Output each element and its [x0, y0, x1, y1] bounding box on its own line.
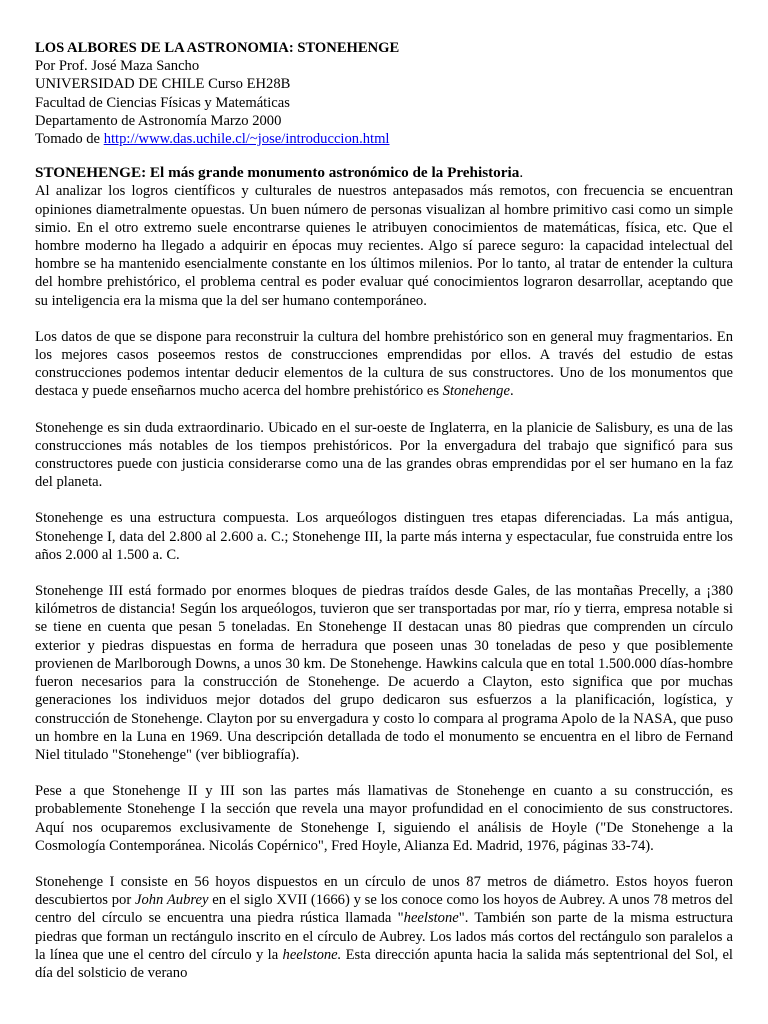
section-heading-end: .: [519, 164, 524, 182]
paragraph-7-text-a: Stonehenge I consiste en 56 hoyos dispuestos en un círculo de unos 87 metros de diámetro. Estos hoyos fueron descubiertos por: [35, 873, 733, 909]
paragraph-7-italic-heelstone: heelstone: [403, 910, 459, 927]
paragraph-2-text: Los datos de que se dispone para reconstruir la cultura del hombre prehistórico son en general muy fragmentarios. En los mejores casos poseemos restos de construcciones emprendidas por ellos. A través del estudio de estas construcciones podemos intentar deducir elementos de la cultura de sus constructores. Uno de los monumentos que destaca y puede enseñarnos mucho acerca del hombre prehistórico es: [35, 328, 733, 400]
document-title: LOS ALBORES DE LA ASTRONOMIA: STONEHENGE: [35, 40, 400, 56]
paragraph-2-end: .: [509, 383, 514, 400]
author-line: Por Prof. José Maza Sancho: [35, 58, 200, 75]
source-link[interactable]: http://www.das.uchile.cl/~jose/introduccion.html: [103, 131, 390, 148]
section-heading-text: STONEHENGE: El más grande monumento astronómico de la Prehistoria: [35, 164, 520, 182]
paragraph-7-text-d: Esta dirección apunta hacia la salida más septentrional del Sol, el día del solsticio de verano: [35, 946, 733, 981]
paragraph-7: [35, 873, 733, 982]
paragraph-2-italic: Stonehenge: [442, 383, 510, 400]
section-heading: [35, 164, 733, 182]
source-line: [35, 130, 733, 148]
paragraph-7-text-b: en el siglo XVII (1666) y se los conoce como los hoyos de Aubrey. A unos 78 metros del centro del círculo se encuentra una piedra rústica llamada ": [35, 892, 734, 927]
paragraph-1: Al analizar los logros científicos y culturales de nuestros antepasados más remotos, con frecuencia se encuentran opiniones diametralmente opuestas. Un buen número de personas visualizan al hombre primitivo casi como un simple simio. En el otro extremo suele encontrarse quienes le atribuyen conocimientos de matemáticas, física, etc. Que el hombre moderno ha llegado a adquirir en épocas muy recientes. Algo sí parece seguro: la capacidad intelectual del hombre se ha mantenido esencialmente constante en los últimos milenios. Por lo tanto, al tratar de entender la cultura del hombre prehistórico, el problema central es poder evaluar qué conocimientos lograron desarrollar, aceptando que su inteligencia era la misma que la del ser humano contemporáneo.: [35, 183, 733, 309]
paragraph-7-text-c: ". También son parte de la misma estructura piedras que forman un rectángulo inscrito en el círculo de Aubrey. Los lados más cortos del rectángulo son paralelos a la línea que une el centro del círculo y la: [35, 910, 733, 963]
university-line: UNIVERSIDAD DE CHILE Curso EH28B: [35, 76, 291, 93]
paragraph-4: Stonehenge es una estructura compuesta. Los arqueólogos distinguen tres etapas diferenciadas. La más antigua, Stonehenge I, data del 2.800 al 2.600 a. C.; Stonehenge III, la parte más interna y espectacular, fue construida entre los años 2.000 al 1.500 a. C.: [35, 510, 733, 563]
paragraph-7-italic-heelstone-2: heelstone.: [282, 946, 342, 963]
paragraph-2: [35, 328, 733, 401]
source-prefix: Tomado de: [35, 131, 104, 148]
document-header: [35, 39, 733, 148]
department-line: Departamento de Astronomía Marzo 2000: [35, 112, 282, 129]
paragraph-7-italic-aubrey: John Aubrey: [134, 892, 209, 909]
paragraph-3: Stonehenge es sin duda extraordinario. Ubicado en el sur-oeste de Inglaterra, en la planicie de Salisbury, es una de las construcciones más notables de los tiempos prehistóricos. Por la envergadura del trabajo que significó para sus constructores puede con justicia considerarse como una de las grandes obras emprendidas por el ser humano en la faz del planeta.: [35, 419, 733, 491]
paragraph-5: Stonehenge III está formado por enormes bloques de piedras traídos desde Gales, de las montañas Precelly, a ¡380 kilómetros de distancia! Según los arqueólogos, tuvieron que ser transportadas por mar, río y tierra, empresa notable si se tiene en cuenta que pesan 5 toneladas. En Stonehenge II destacan unas 80 piedras que comprenden un círculo exterior y piedras dispuestas en forma de herradura que poseen unas 30 toneladas de peso y que posiblemente provienen de Marlborough Downs, a unos 30 km. De Stonehenge. Hawkins calcula que en total 1.500.000 días-hombre fueron necesarios para la construcción de Stonehenge. De acuerdo a Clayton, esto significa que por muchas generaciones los individuos mejor dotados del grupo dedicaron sus esfuerzos a la planificación, logística, y construcción de Stonehenge. Clayton por su envergadura y costo lo compara al programa Apolo de la NASA, que puso un hombre en la Luna en 1969. Una descripción detallada de todo el monumento se encuentra en el libro de Fernand Niel titulado "Stonehenge" (ver bibliografía).: [35, 583, 733, 763]
paragraph-6: Pese a que Stonehenge II y III son las partes más llamativas de Stonehenge en cuanto a su construcción, es probablemente Stonehenge I la sección que revela una mayor profundidad en el conocimiento de sus constructores. Aquí nos ocuparemos exclusivamente de Stonehenge I, siguiendo el análisis de Hoyle ("De Stonehenge a la Cosmología Contemporánea. Nicolás Copérnico", Fred Hoyle, Alianza Ed. Madrid, 1976, páginas 33-74).: [35, 783, 733, 854]
faculty-line: Facultad de Ciencias Físicas y Matemáticas: [35, 94, 290, 111]
